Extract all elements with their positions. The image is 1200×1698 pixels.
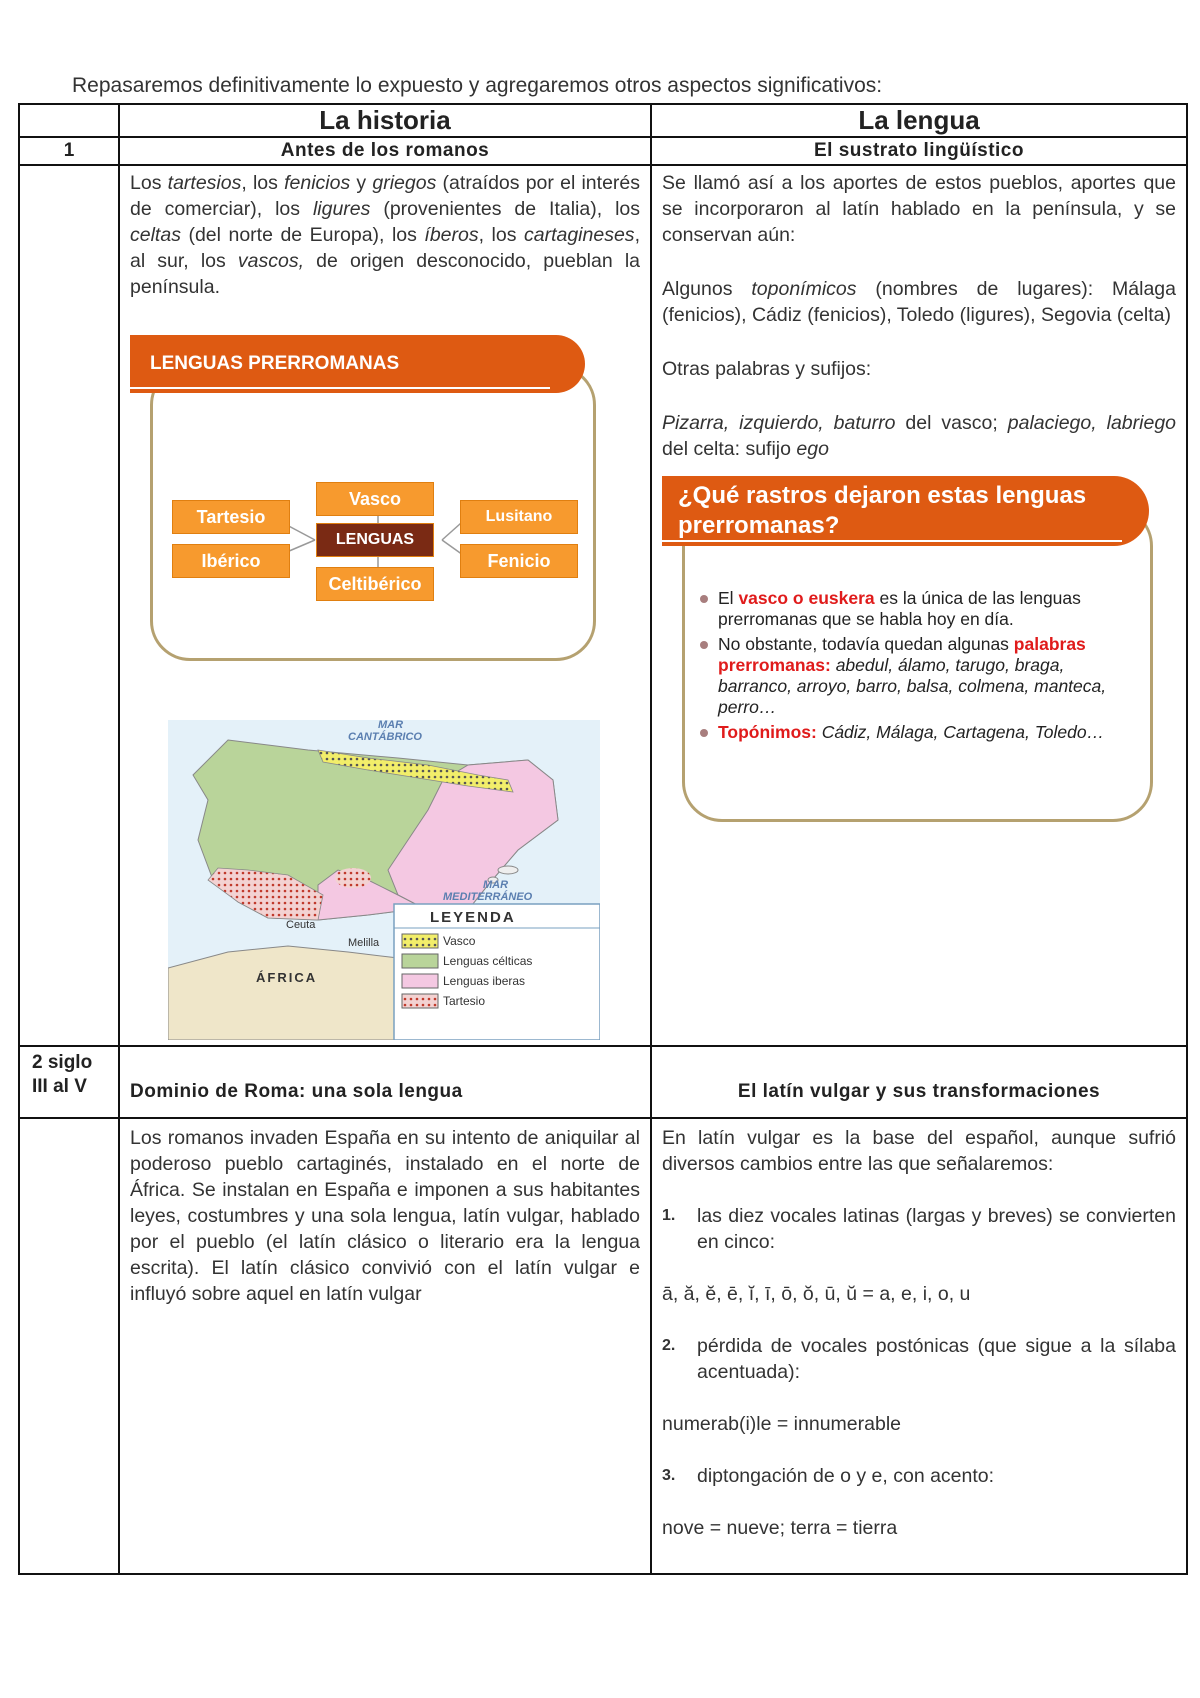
tartesio-spot [335, 868, 371, 888]
rastros-item-2: No obstante, todavía quedan algunas palabras prerromanas: abedul, álamo, tarugo, braga, barranco, arroyo, barro, balsa, colmena, manteca, perro… [698, 634, 1138, 718]
rastros-item-3: Topónimos: Cádiz, Málaga, Cartagena, Toledo… [698, 722, 1138, 743]
change-example-1: ā, ă, ĕ, ē, ĭ, ī, ō, ŏ, ū, ŭ = a, e, i, o, u [662, 1283, 971, 1305]
map-label-mediterraneo: MEDITERRÁNEO [443, 891, 533, 903]
row1-lengua-title: El sustrato lingüístico [651, 137, 1187, 165]
node-lusitano: Lusitano [460, 500, 578, 534]
header-row [19, 104, 1187, 137]
row2-historia-text: Los romanos invaden España en su intento de aniquilar al poderoso pueblo cartaginés, instalado en el norte de África. Se instalan en España e imponen a sus habitantes leyes, costumbres y una sola lengua, latín vulgar, hablado por el pueblo (el latín clásico o literario era la lengua escrita). El latín clásico convivió con el latín vulgar e influyó sobre aquel en latín vulgar [130, 1127, 640, 1305]
row1-title-row [19, 137, 1187, 165]
map-label-africa: ÁFRICA [256, 970, 318, 985]
row1-historia-text: Los tartesios, los fenicios y griegos (atraídos por el interés de comerciar), los ligures (provenientes de Italia), los celtas (del norte de Europa), los íberos, los cartagineses, al sur, los vascos, de origen desconocido, pueblan la península. [130, 172, 641, 298]
lengua-p1: Se llamó así a los aportes de estos pueblos, aportes que se incorporaron al latín hablado en la península, y se conservan aún: [662, 172, 1176, 246]
row2-lengua-title: El latín vulgar y sus transformaciones [651, 1046, 1187, 1118]
header-empty [19, 104, 119, 137]
lengua-p3: Otras palabras y sufijos: [662, 358, 872, 380]
row2-number: 2 siglo III al V [19, 1046, 119, 1118]
row1-historia-title: Antes de los romanos [119, 137, 651, 165]
legend-label-vasco: Vasco [443, 934, 476, 948]
change-item-3: 3. diptongación de o y e, con acento: [662, 1465, 995, 1487]
row1-lengua-text [652, 166, 1186, 462]
legend-swatch-vasco [402, 934, 438, 948]
rastros-title-2: prerromanas? [678, 512, 840, 539]
map-label-melilla: Melilla [348, 937, 380, 949]
rastros-list [698, 588, 1138, 747]
header-lengua: La lengua [651, 104, 1187, 137]
map-graphic [168, 720, 600, 1040]
legend-swatch-celticas [402, 954, 438, 968]
row2-lengua-intro: En latín vulgar es la base del español, aunque sufrió diversos cambios entre las que señalaremos: [662, 1127, 1176, 1175]
row2-title-row [19, 1046, 1187, 1118]
row1-content-row [19, 165, 1187, 1046]
row2-lengua-cell [651, 1118, 1187, 1574]
header-historia: La historia [119, 104, 651, 137]
prerromanas-diagram [130, 335, 600, 665]
lengua-p4: Pizarra, izquierdo, baturro del vasco; palaciego, labriego del celta: sufijo ego [662, 412, 1177, 460]
map-label-mar-north: MAR [378, 720, 404, 731]
balear-island [498, 866, 518, 874]
legend-label-iberas: Lenguas iberas [443, 974, 526, 988]
map-label-ceuta: Ceuta [286, 919, 316, 931]
node-vasco: Vasco [316, 482, 434, 516]
main-table [18, 103, 1188, 1575]
legend-title: LEYENDA [430, 909, 516, 926]
change-example-2: numerab(i)le = innumerable [662, 1413, 901, 1435]
row2-lengua-text [652, 1119, 1186, 1541]
row2-historia-title: Dominio de Roma: una sola lengua [119, 1046, 651, 1118]
row1-lengua-cell [651, 165, 1187, 1046]
row1-empty [19, 165, 119, 1046]
change-item-1: 1. las diez vocales latinas (largas y breves) se convierten en cinco: [662, 1205, 1176, 1253]
change-item-2: 2. pérdida de vocales postónicas (que sigue a la sílaba acentuada): [662, 1335, 1176, 1383]
peninsula-map [168, 720, 600, 1040]
rastros-box [662, 476, 1157, 831]
row2-empty [19, 1118, 119, 1574]
legend-label-tartesio: Tartesio [443, 994, 486, 1008]
legend-label-celticas: Lenguas célticas [443, 954, 533, 968]
row2-historia-cell [119, 1118, 651, 1574]
lengua-p2: Algunos toponímicos (nombres de lugares): Málaga (fenicios), Cádiz (fenicios), Toledo (ligures), Segovia (celta) [662, 278, 1176, 326]
legend-swatch-iberas [402, 974, 438, 988]
rastros-banner [662, 476, 1149, 546]
legend-swatch-tartesio [402, 994, 438, 1008]
rastros-title-1: ¿Qué rastros dejaron estas lenguas [678, 482, 1087, 509]
row1-number: 1 [19, 137, 119, 165]
map-label-cantabrico: CANTÁBRICO [348, 731, 422, 743]
intro-text: Repasaremos definitivamente lo expuesto y agregaremos otros aspectos significativos: [72, 74, 883, 97]
node-celtiberico: Celtibérico [316, 567, 434, 601]
rastros-item-1: El vasco o euskera es la única de las lenguas prerromanas que se habla hoy en día. [698, 588, 1138, 630]
node-fenicio: Fenicio [460, 544, 578, 578]
map-label-mar-east: MAR [483, 879, 509, 891]
africa-area [168, 946, 398, 1040]
row2-content-row [19, 1118, 1187, 1574]
node-iberico: Ibérico [172, 544, 290, 578]
node-tartesio: Tartesio [172, 500, 290, 534]
row1-historia-cell [119, 165, 651, 1046]
prerromanas-title: LENGUAS PRERROMANAS [150, 353, 400, 374]
change-example-3: nove = nueve; terra = tierra [662, 1517, 898, 1539]
node-lenguas: LENGUAS [316, 523, 434, 557]
